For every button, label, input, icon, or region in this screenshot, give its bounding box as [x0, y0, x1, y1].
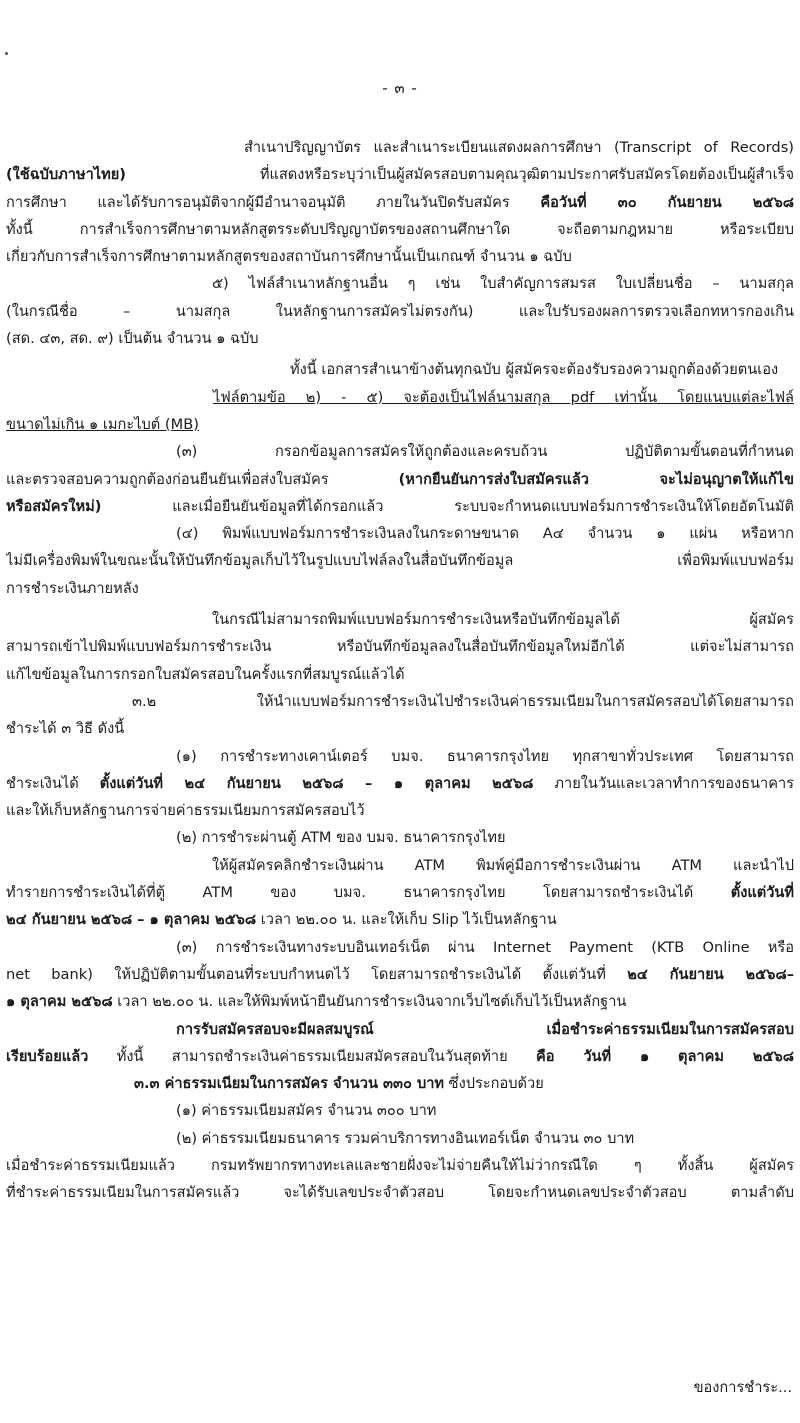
- text-line: (๓) การชำระเงินทางระบบอินเทอร์เน็ต ผ่าน Internet Payment (KTB Online หรือ: [176, 938, 794, 956]
- text-line: (๓) กรอกข้อมูลการสมัครให้ถูกต้องและครบถ้วน ปฏิบัติตามขั้นตอนที่กำหนด: [176, 443, 794, 461]
- text-line: (ใช้ฉบับภาษาไทย) ที่แสดงหรือระบุว่าเป็นผู้สมัครสอบตามคุณวุฒิตามประกาศรับสมัครโดยต้องเป็นผู้สำเร็จ: [6, 166, 794, 184]
- text-line: ขนาดไม่เกิน ๑ เมกะไบต์ (MB): [6, 415, 199, 433]
- text-line: ๒๔ กันยายน ๒๕๖๘ – ๑ ตุลาคม ๒๕๖๘ เวลา ๒๒.๐๐ น. และให้เก็บ Slip ไว้เป็นหลักฐาน: [6, 911, 557, 929]
- document-body: [6, 134, 794, 1207]
- text-line: หรือสมัครใหม่) และเมื่อยืนยันข้อมูลที่ได้กรอกแล้ว ระบบจะกำหนดแบบฟอร์มการชำระเงินให้โดยอัตโนมัติ: [6, 497, 794, 515]
- text-line: การรับสมัครสอบจะมีผลสมบูรณ์ เมื่อชำระค่าธรรมเนียมในการสมัครสอบ: [176, 1020, 794, 1038]
- text-line: เกี่ยวกับการสำเร็จการศึกษาตามหลักสูตรของสถาบันการศึกษานั้นเป็นเกณฑ์ จำนวน ๑ ฉบับ: [6, 248, 572, 266]
- text-line: ให้ผู้สมัครคลิกชำระเงินผ่าน ATM พิมพ์คู่มือการชำระเงินผ่าน ATM และนำไป: [212, 856, 794, 874]
- text-line: เรียบร้อยแล้ว ทั้งนี้ สามารถชำระเงินค่าธรรมเนียมสมัครสอบในวันสุดท้าย คือ วันที่ ๑ ตุลาคม ๒๕๖๘: [6, 1047, 794, 1065]
- text-line: (๑) การชำระทางเคาน์เตอร์ บมจ. ธนาคารกรุงไทย ทุกสาขาทั่วประเทศ โดยสามารถ: [176, 747, 794, 765]
- text-line: แก้ไขข้อมูลในการกรอกใบสมัครสอบในครั้งแรกที่สมบูรณ์แล้วได้: [6, 665, 405, 683]
- text-line: (๑) ค่าธรรมเนียมสมัคร จำนวน ๓๐๐ บาท: [176, 1102, 437, 1120]
- text-line: เมื่อชำระค่าธรรมเนียมแล้ว กรมทรัพยากรทางทะเลและชายฝั่งจะไม่จ่ายคืนให้ไม่ว่ากรณีใด ๆ ทั้งสิ้น ผู้สมัคร: [6, 1156, 794, 1174]
- text-line: การศึกษา และได้รับการอนุมัติจากผู้มีอำนาจอนุมัติ ภายในวันปิดรับสมัคร คือวันที่ ๓๐ กันยายน ๒๕๖๘: [6, 193, 794, 211]
- text-line: ทั้งนี้ เอกสารสำเนาข้างต้นทุกฉบับ ผู้สมัครจะต้องรับรองความถูกต้องด้วยตนเอง: [290, 361, 779, 379]
- text-line: และตรวจสอบความถูกต้องก่อนยืนยันเพื่อส่งใบสมัคร (หากยืนยันการส่งใบสมัครแล้ว จะไม่อนุญาตให้แก้ไข: [6, 470, 794, 488]
- continuation-text: ของการชำระ...: [693, 1379, 792, 1396]
- text-line: ๑ ตุลาคม ๒๕๖๘ เวลา ๒๒.๐๐ น. และให้พิมพ์หน้ายืนยันการชำระเงินจากเว็บไซต์เก็บไว้เป็นหลักฐาน: [6, 993, 627, 1011]
- text-line: ๕) ไฟล์สำเนาหลักฐานอื่น ๆ เช่น ใบสำคัญการสมรส ใบเปลี่ยนชื่อ – นามสกุล: [212, 275, 794, 293]
- text-line: ๓.๓ ค่าธรรมเนียมในการสมัคร จำนวน ๓๓๐ บาท ซึ่งประกอบด้วย: [134, 1075, 544, 1093]
- text-line: ไม่มีเครื่องพิมพ์ในขณะนั้นให้บันทึกข้อมูลเก็บไว้ในรูปแบบไฟล์ลงในสื่อบันทึกข้อมูล เพื่อพิมพ์แบบฟอร์ม: [6, 552, 794, 570]
- text-line: ไฟล์ตามข้อ ๒) - ๕) จะต้องเป็นไฟล์นามสกุล pdf เท่านั้น โดยแนบแต่ละไฟล์: [213, 388, 794, 406]
- text-line: ที่ชำระค่าธรรมเนียมในการสมัครแล้ว จะได้รับเลขประจำตัวสอบ โดยจะกำหนดเลขประจำตัวสอบ ตามลำดับ: [6, 1184, 794, 1202]
- text-line: สามารถเข้าไปพิมพ์แบบฟอร์มการชำระเงิน หรือบันทึกข้อมูลลงในสื่อบันทึกข้อมูลใหม่อีกได้ แต่จะไม่สามารถ: [6, 638, 794, 656]
- text-line: (๔) พิมพ์แบบฟอร์มการชำระเงินลงในกระดาษขนาด A๔ จำนวน ๑ แผ่น หรือหาก: [176, 525, 794, 543]
- text-line: ทั้งนี้ การสำเร็จการศึกษาตามหลักสูตรระดับปริญญาบัตรของสถานศึกษาใด จะถือตามกฎหมาย หรือระเบียบ: [6, 220, 794, 238]
- text-line: ทำรายการชำระเงินได้ที่ตู้ ATM ของ บมจ. ธนาคารกรุงไทย โดยสามารถชำระเงินได้ ตั้งแต่วันที่: [6, 884, 794, 902]
- text-line: สำเนาปริญญาบัตร และสำเนาระเบียนแสดงผลการศึกษา (Transcript of Records): [244, 139, 794, 156]
- text-line: net bank) ให้ปฏิบัติตามขั้นตอนที่ระบบกำหนดไว้ โดยสามารถชำระเงินได้ ตั้งแต่วันที่ ๒๔ กันยายน ๒๕๖๘–: [6, 965, 794, 983]
- text-line: (ในกรณีชื่อ – นามสกุล ในหลักฐานการสมัครไม่ตรงกัน) และใบรับรองผลการตรวจเลือกทหารกองเกิน: [6, 302, 794, 320]
- page-number: - ๓ -: [382, 79, 418, 97]
- scan-speck: [5, 52, 8, 55]
- text-line: ชำระเงินได้ ตั้งแต่วันที่ ๒๔ กันยายน ๒๕๖๘ – ๑ ตุลาคม ๒๕๖๘ ภายในวันและเวลาทำการของธนาคาร: [6, 774, 794, 792]
- text-line: ในกรณีไม่สามารถพิมพ์แบบฟอร์มการชำระเงินหรือบันทึกข้อมูลได้ ผู้สมัคร: [212, 611, 794, 629]
- text-line: (๒) ค่าธรรมเนียมธนาคาร รวมค่าบริการทางอินเทอร์เน็ต จำนวน ๓๐ บาท: [176, 1129, 635, 1147]
- text-line: และให้เก็บหลักฐานการจ่ายค่าธรรมเนียมการสมัครสอบไว้: [6, 802, 365, 820]
- text-line: (สด. ๔๓, สด. ๙) เป็นต้น จำนวน ๑ ฉบับ: [6, 330, 259, 348]
- text-line: ชำระได้ ๓ วิธี ดังนี้: [6, 720, 125, 738]
- text-line: ๓.๒ ให้นำแบบฟอร์มการชำระเงินไปชำระเงินค่าธรรมเนียมในการสมัครสอบได้โดยสามารถ: [132, 692, 794, 710]
- text-line: การชำระเงินภายหลัง: [6, 579, 139, 597]
- text-line: (๒) การชำระผ่านตู้ ATM ของ บมจ. ธนาคารกรุงไทย: [176, 829, 506, 847]
